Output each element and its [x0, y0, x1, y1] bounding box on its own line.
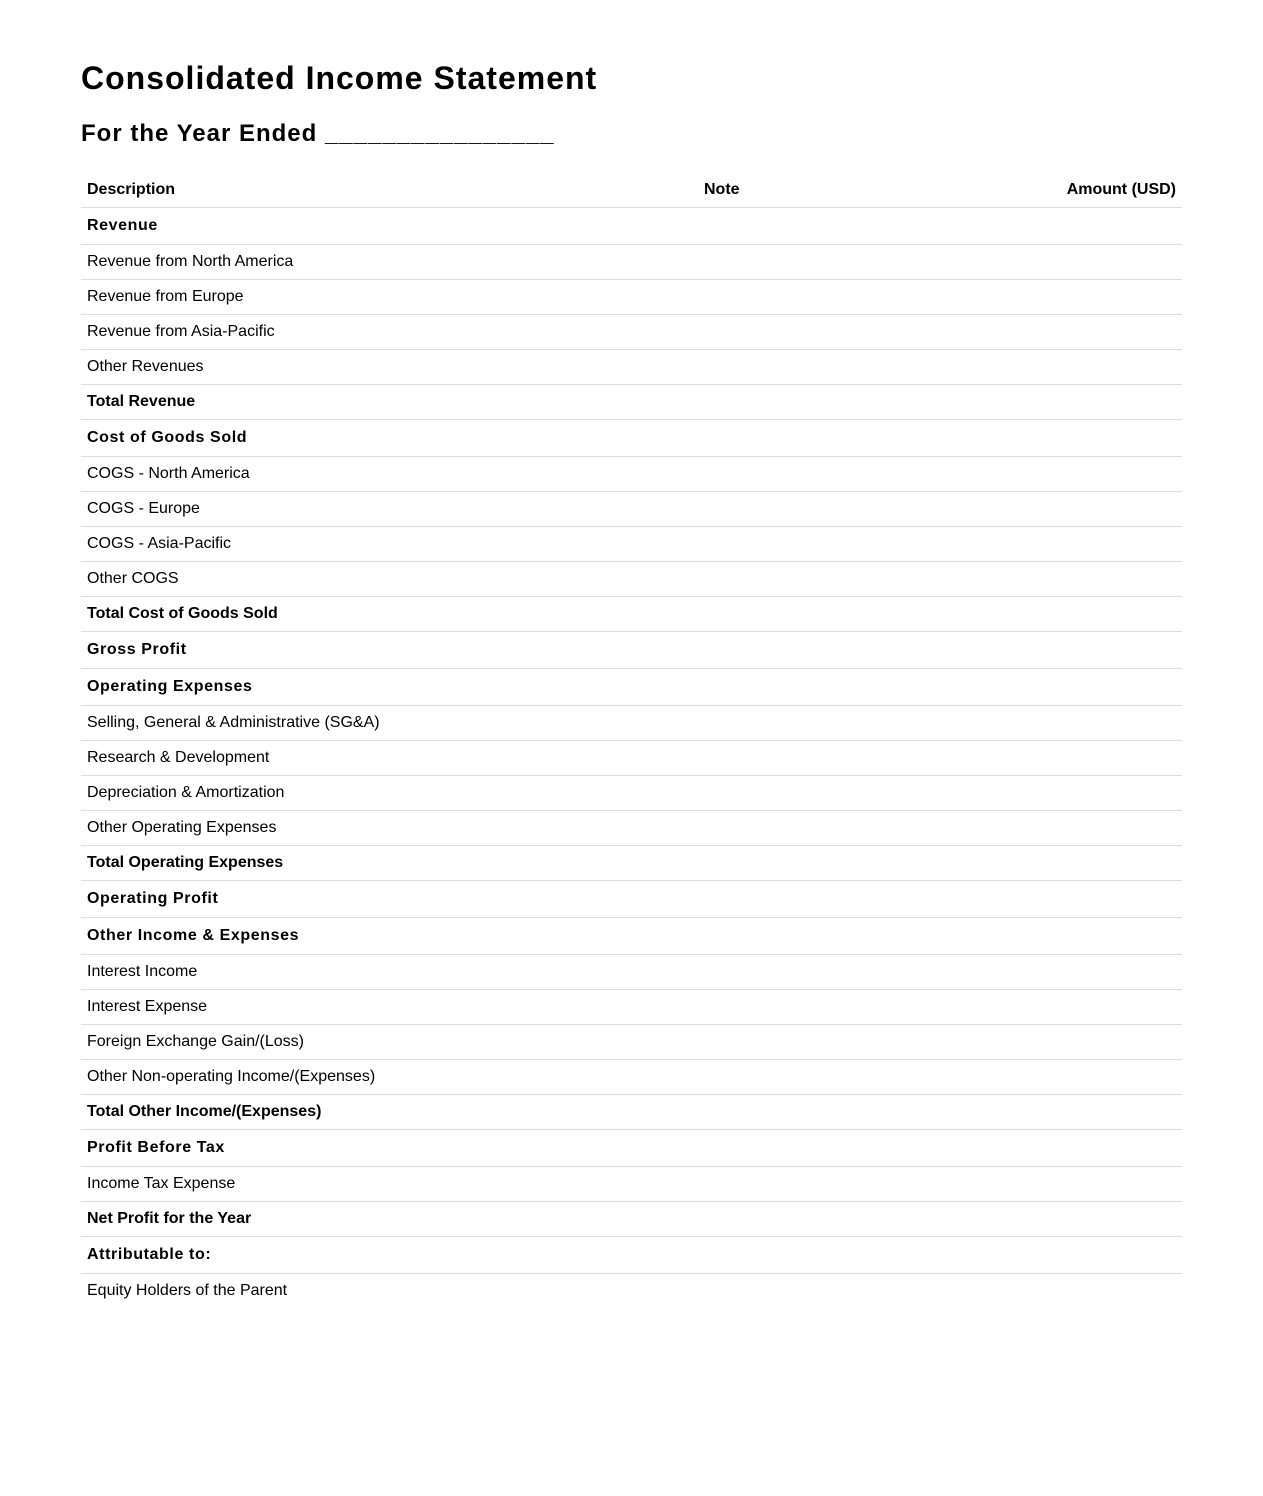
total-row — [81, 385, 1182, 420]
row-note — [704, 562, 860, 597]
row-note — [704, 1025, 860, 1060]
row-description: Revenue — [81, 208, 704, 245]
row-note — [704, 1130, 860, 1167]
total-row — [81, 846, 1182, 881]
line-item-row — [81, 706, 1182, 741]
row-description: Gross Profit — [81, 632, 704, 669]
total-row — [81, 1095, 1182, 1130]
table-header-row — [81, 172, 1182, 208]
row-note — [704, 457, 860, 492]
row-description: Operating Profit — [81, 881, 704, 918]
row-note — [704, 669, 860, 706]
row-amount — [860, 1060, 1182, 1095]
row-amount — [860, 492, 1182, 527]
line-item-row — [81, 1025, 1182, 1060]
row-note — [704, 597, 860, 632]
row-description: Selling, General & Administrative (SG&A) — [81, 706, 704, 741]
row-amount — [860, 1130, 1182, 1167]
row-description: Research & Development — [81, 741, 704, 776]
row-description: Attributable to: — [81, 1237, 704, 1274]
row-amount — [860, 881, 1182, 918]
row-description: Profit Before Tax — [81, 1130, 704, 1167]
row-note — [704, 706, 860, 741]
row-description: Other COGS — [81, 562, 704, 597]
row-description: COGS - Asia-Pacific — [81, 527, 704, 562]
line-item-row — [81, 1274, 1182, 1309]
table-body — [81, 208, 1182, 1309]
line-item-row — [81, 1167, 1182, 1202]
row-note — [704, 846, 860, 881]
row-description: COGS - Europe — [81, 492, 704, 527]
row-note — [704, 918, 860, 955]
row-description: Other Income & Expenses — [81, 918, 704, 955]
row-amount — [860, 350, 1182, 385]
row-amount — [860, 245, 1182, 280]
row-note — [704, 1060, 860, 1095]
line-item-row — [81, 245, 1182, 280]
row-note — [704, 811, 860, 846]
row-amount — [860, 1025, 1182, 1060]
row-amount — [860, 776, 1182, 811]
line-item-row — [81, 811, 1182, 846]
row-note — [704, 1095, 860, 1130]
row-amount — [860, 955, 1182, 990]
period-subtitle: For the Year Ended ________________ — [81, 120, 555, 147]
section-header-row — [81, 881, 1182, 918]
line-item-row — [81, 315, 1182, 350]
row-amount — [860, 597, 1182, 632]
row-note — [704, 632, 860, 669]
row-description: Depreciation & Amortization — [81, 776, 704, 811]
row-note — [704, 741, 860, 776]
row-note — [704, 1274, 860, 1309]
line-item-row — [81, 776, 1182, 811]
row-note — [704, 1167, 860, 1202]
row-note — [704, 280, 860, 315]
row-note — [704, 1237, 860, 1274]
line-item-row — [81, 955, 1182, 990]
row-note — [704, 208, 860, 245]
row-note — [704, 881, 860, 918]
line-item-row — [81, 990, 1182, 1025]
section-header-row — [81, 632, 1182, 669]
row-description: Other Non-operating Income/(Expenses) — [81, 1060, 704, 1095]
row-description: Equity Holders of the Parent — [87, 1282, 288, 1299]
row-note — [704, 245, 860, 280]
row-note — [704, 350, 860, 385]
row-description: Interest Expense — [81, 990, 704, 1025]
row-amount — [860, 706, 1182, 741]
section-header-row — [81, 1130, 1182, 1167]
row-description: Cost of Goods Sold — [81, 420, 704, 457]
row-description: Interest Income — [81, 955, 704, 990]
row-note — [704, 955, 860, 990]
row-amount — [860, 208, 1182, 245]
line-item-row — [81, 350, 1182, 385]
row-description: COGS - North America — [81, 457, 704, 492]
row-description: Operating Expenses — [81, 669, 704, 706]
row-note — [704, 420, 860, 457]
row-amount — [860, 385, 1182, 420]
row-note — [704, 1202, 860, 1237]
section-header-row — [81, 918, 1182, 955]
row-amount — [860, 811, 1182, 846]
row-amount — [860, 420, 1182, 457]
row-amount — [860, 457, 1182, 492]
row-amount — [860, 1237, 1182, 1274]
row-description: Other Operating Expenses — [81, 811, 704, 846]
row-note — [704, 527, 860, 562]
total-row — [81, 1202, 1182, 1237]
page-title: Consolidated Income Statement — [81, 60, 598, 96]
row-description: Other Revenues — [81, 350, 704, 385]
line-item-row — [81, 562, 1182, 597]
total-row — [81, 597, 1182, 632]
line-item-row — [81, 457, 1182, 492]
line-item-row — [81, 741, 1182, 776]
row-description: Revenue from Europe — [81, 280, 704, 315]
row-amount — [860, 1202, 1182, 1237]
row-description: Total Revenue — [81, 385, 704, 420]
row-amount — [860, 527, 1182, 562]
section-header-row — [81, 420, 1182, 457]
income-statement-table — [81, 172, 1182, 1308]
row-description: Income Tax Expense — [81, 1167, 704, 1202]
row-amount — [860, 1095, 1182, 1130]
row-description: Net Profit for the Year — [81, 1202, 704, 1237]
section-header-row — [81, 669, 1182, 706]
row-amount — [860, 741, 1182, 776]
section-header-row — [81, 1237, 1182, 1274]
row-amount — [860, 632, 1182, 669]
row-amount — [860, 669, 1182, 706]
column-header-note: Note — [704, 172, 860, 208]
row-note — [704, 315, 860, 350]
column-header-description: Description — [81, 172, 704, 208]
row-amount — [860, 562, 1182, 597]
row-amount — [860, 846, 1182, 881]
row-amount — [860, 990, 1182, 1025]
row-amount — [860, 280, 1182, 315]
line-item-row — [81, 492, 1182, 527]
row-note — [704, 385, 860, 420]
row-amount — [860, 315, 1182, 350]
row-amount — [860, 1274, 1182, 1309]
row-description: Total Operating Expenses — [81, 846, 704, 881]
row-description: Foreign Exchange Gain/(Loss) — [81, 1025, 704, 1060]
row-description: Revenue from Asia-Pacific — [81, 315, 704, 350]
row-note — [704, 990, 860, 1025]
row-amount — [860, 918, 1182, 955]
line-item-row — [81, 527, 1182, 562]
row-description: Total Other Income/(Expenses) — [81, 1095, 704, 1130]
row-description: Total Cost of Goods Sold — [81, 597, 704, 632]
row-description: Revenue from North America — [81, 245, 704, 280]
row-amount — [860, 1167, 1182, 1202]
row-note — [704, 776, 860, 811]
column-header-amount: Amount (USD) — [860, 172, 1182, 208]
row-note — [704, 492, 860, 527]
line-item-row — [81, 280, 1182, 315]
line-item-row — [81, 1060, 1182, 1095]
section-header-row — [81, 208, 1182, 245]
